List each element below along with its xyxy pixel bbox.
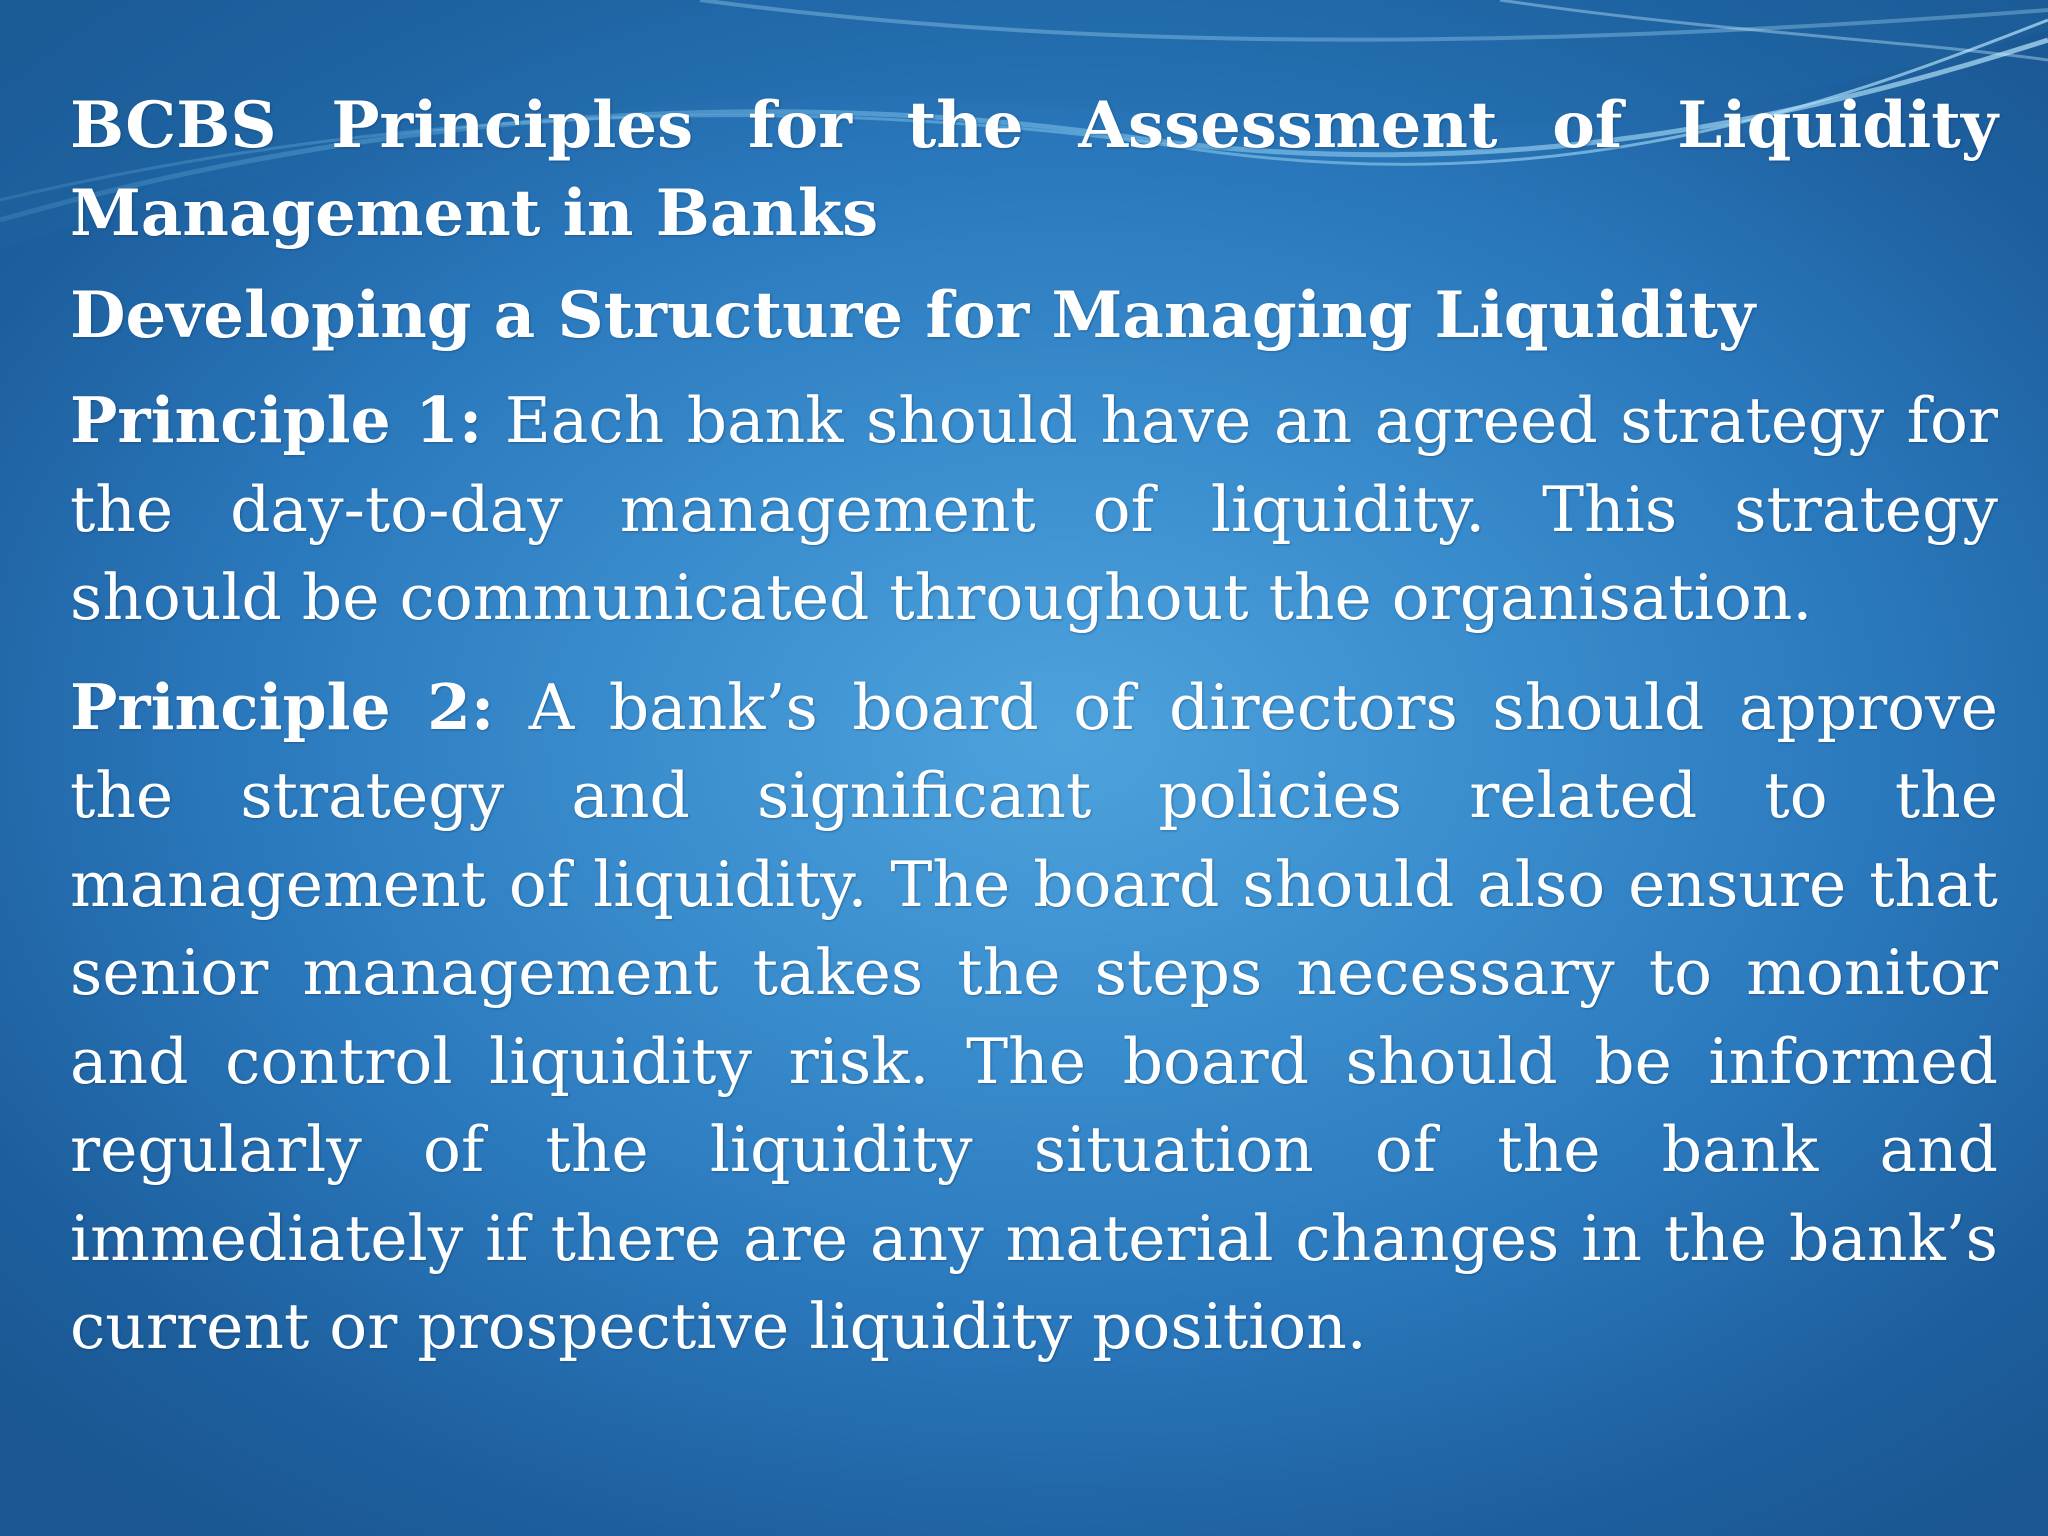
principle-2 (70, 663, 1998, 1372)
slide-title: BCBS Principles for the Assessment of Liquidity Management in Banks (70, 88, 1998, 251)
principle-1-label: Principle 1: (70, 383, 483, 457)
principle-1-text: Each bank should have an agreed strategy for the day-to-day management of liquidity. This strategy should be communicated throughout the organisation. (70, 384, 1998, 634)
principle-2-label: Principle 2: (70, 669, 495, 744)
principle-2-text: A bank’s board of directors should approve the strategy and significant policies related to the management of liquidity. The board should also ensure that senior management takes the steps necessary to monitor and control liquidity risk. The board should be informed regularly of the liquidity situation of the bank and immediately if there are any material changes in the bank’s current or prospective liquidity position. (70, 670, 1998, 1363)
slide-subtitle: Developing a Structure for Managing Liquidity (70, 278, 1756, 353)
slide-content (70, 82, 1998, 1392)
principle-1 (70, 376, 1998, 643)
